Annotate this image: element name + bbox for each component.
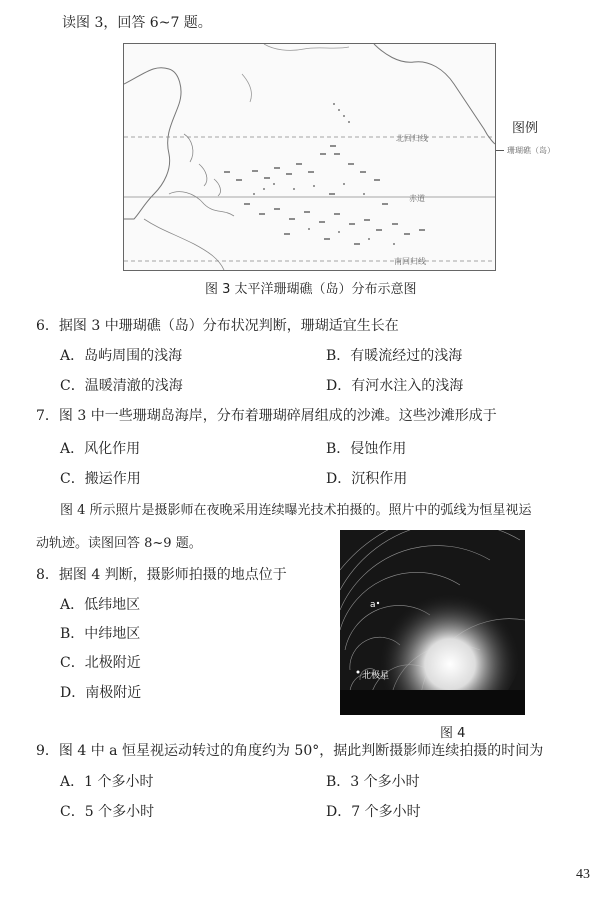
star-trail-photo xyxy=(340,530,525,715)
q6-option-d: D．有河水注入的浅海 xyxy=(326,378,464,394)
q7-option-c: C．搬运作用 xyxy=(60,471,141,487)
q8-option-b: B．中纬地区 xyxy=(60,626,141,642)
legend-item-coral: 珊瑚礁（岛） xyxy=(507,146,555,155)
star-trail-svg xyxy=(340,530,525,715)
polaris-star xyxy=(357,671,360,674)
q9-stem: 9．图 4 中 a 恒星视运动转过的角度约为 50°，据此判断摄影师连续拍摄的时间为 xyxy=(36,743,544,759)
q6-option-b: B．有暖流经过的浅海 xyxy=(326,348,463,364)
q6-option-c: C．温暖清澈的浅海 xyxy=(60,378,183,394)
intro-map-questions: 读图 3，回答 6~7 题。 xyxy=(62,15,212,31)
label-a: a xyxy=(370,600,376,610)
q6-stem: 6．据图 3 中珊瑚礁（岛）分布状况判断，珊瑚适宜生长在 xyxy=(36,318,399,334)
q6-option-a: A．岛屿周围的浅海 xyxy=(60,348,183,364)
pacific-coral-map xyxy=(123,43,496,271)
q9-option-d: D．7 个多小时 xyxy=(326,804,421,820)
coral-dots xyxy=(253,103,395,245)
figure3-caption: 图 3 太平洋珊瑚礁（岛）分布示意图 xyxy=(205,282,417,297)
q7-stem: 7．图 3 中一些珊瑚岛海岸，分布着珊瑚碎屑组成的沙滩。这些沙滩形成于 xyxy=(36,408,497,424)
q8-option-c: C．北极附近 xyxy=(60,655,141,671)
q7-option-b: B．侵蚀作用 xyxy=(326,441,407,457)
map-svg xyxy=(124,44,495,270)
label-polaris: 北极星 xyxy=(362,671,390,681)
q8-option-a: A．低纬地区 xyxy=(60,597,141,613)
star-a xyxy=(377,602,379,604)
q7-option-d: D．沉积作用 xyxy=(326,471,408,487)
q7-option-a: A．风化作用 xyxy=(60,441,141,457)
q9-option-c: C．5 个多小时 xyxy=(60,804,155,820)
coral-reef-markers xyxy=(224,146,425,244)
q9-option-b: B．3 个多小时 xyxy=(326,774,420,790)
page-number: 43 xyxy=(576,867,590,882)
tropic-of-cancer-label: 北回归线 xyxy=(396,134,428,143)
legend-title: 图例 xyxy=(512,121,539,136)
legend-symbol xyxy=(496,150,504,151)
intro-photo-line2: 动轨迹。读图回答 8~9 题。 xyxy=(36,536,202,551)
intro-photo-line1: 图 4 所示照片是摄影师在夜晚采用连续曝光技术拍摄的。照片中的弧线为恒星视运 xyxy=(60,503,532,518)
q8-stem: 8．据图 4 判断，摄影师拍摄的地点位于 xyxy=(36,567,287,583)
q8-option-d: D．南极附近 xyxy=(60,685,142,701)
q9-option-a: A．1 个多小时 xyxy=(60,774,154,790)
equator-label: 赤道 xyxy=(409,194,425,203)
figure4-caption: 图 4 xyxy=(440,726,466,741)
tropic-of-capricorn-label: 南回归线 xyxy=(394,257,426,266)
